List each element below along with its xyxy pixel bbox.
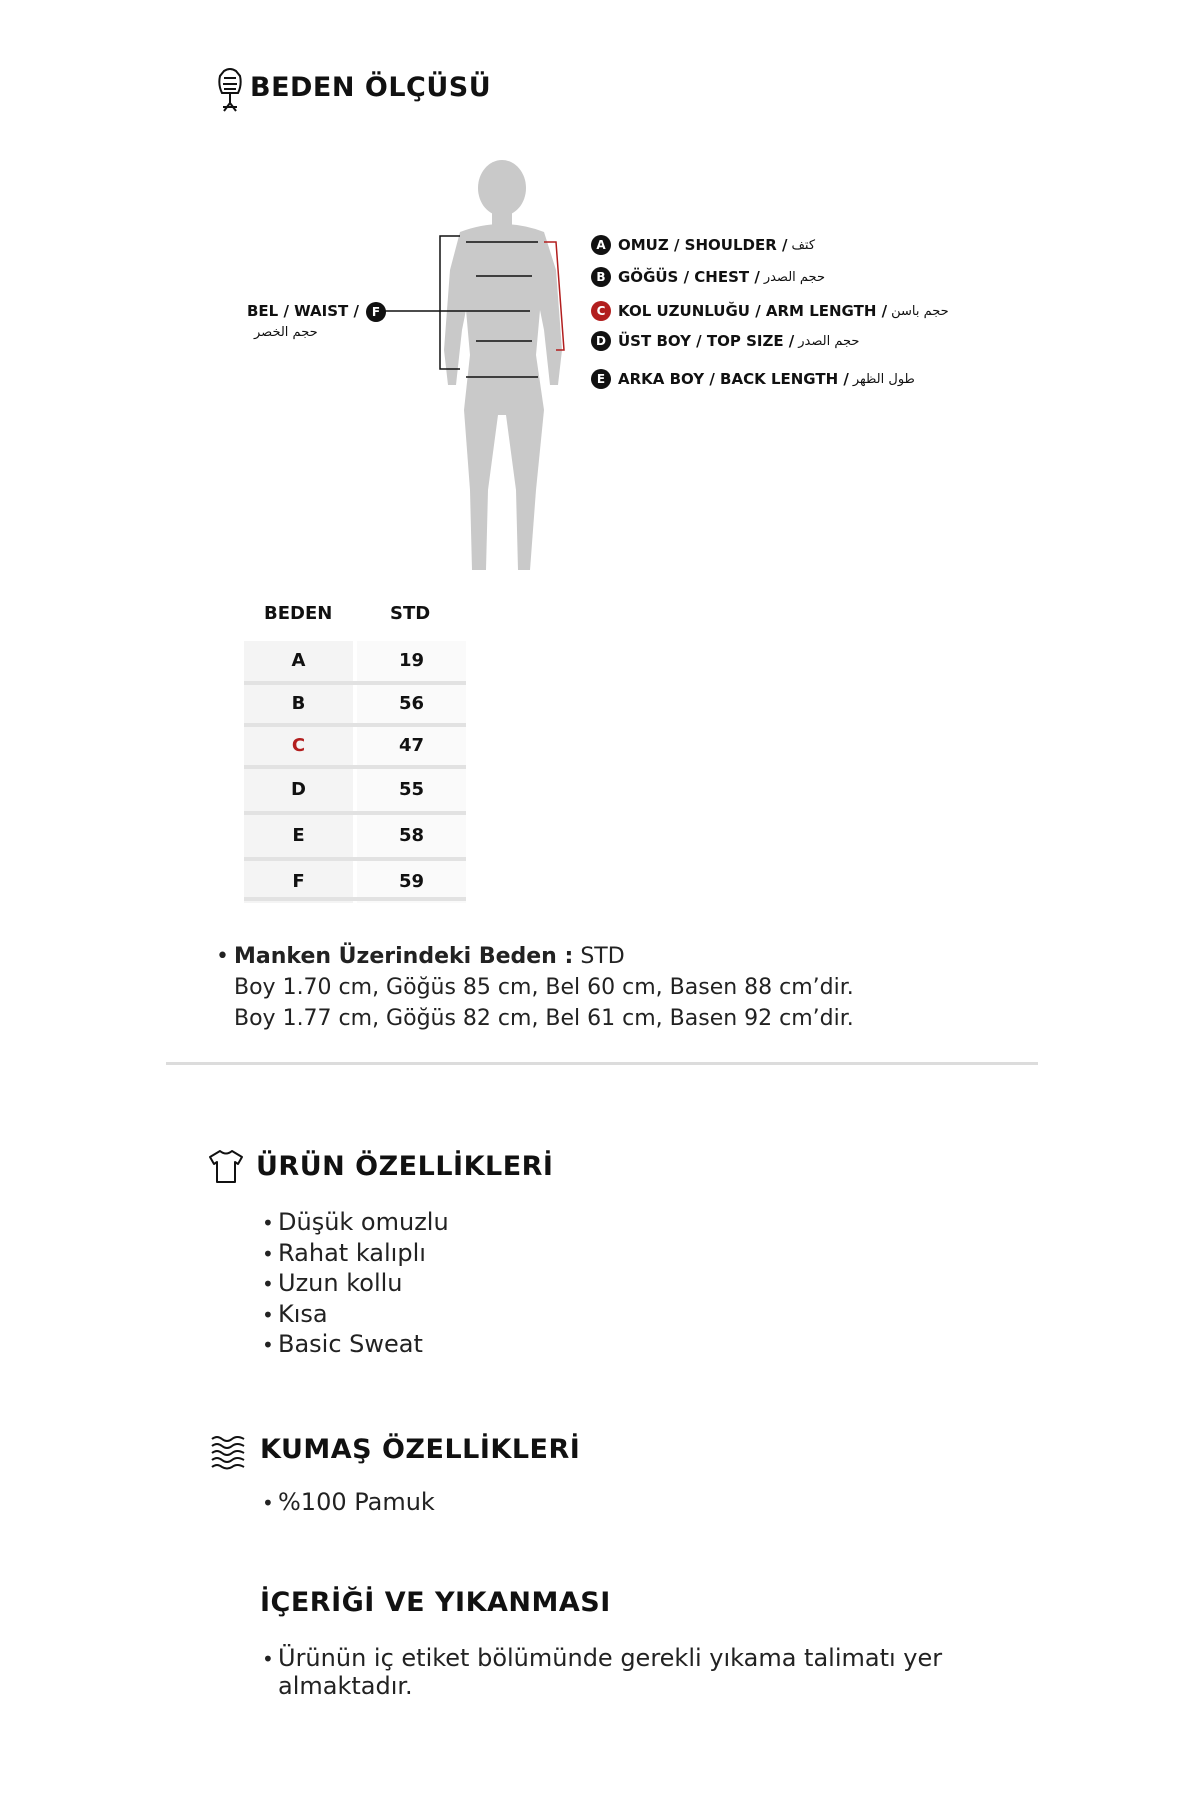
table-cell-size: A <box>244 641 353 681</box>
table-divider <box>244 897 466 901</box>
list-item: • Uzun kollu <box>262 1269 449 1300</box>
badge-a: A <box>591 235 611 255</box>
table-header-size: BEDEN <box>264 603 333 624</box>
table-cell-value: 58 <box>357 815 466 857</box>
list-item: • Kısa <box>262 1300 449 1331</box>
measurement-b-arabic: حجم الصدر <box>763 269 825 285</box>
model-info-line-1: Boy 1.70 cm, Göğüs 85 cm, Bel 60 cm, Basen 88 cm’dir. <box>234 975 854 1000</box>
table-cell-value: 59 <box>357 861 466 903</box>
size-section-title: BEDEN ÖLÇÜSÜ <box>250 72 492 103</box>
badge-c: C <box>591 301 611 321</box>
list-item: • Düşük omuzlu <box>262 1208 449 1239</box>
table-cell-size: B <box>244 685 353 723</box>
badge-e: E <box>591 369 611 389</box>
table-cell-size: D <box>244 769 353 811</box>
table-cell-value: 55 <box>357 769 466 811</box>
table-header-std: STD <box>390 603 431 624</box>
badge-b: B <box>591 267 611 287</box>
measurement-c <box>591 301 949 321</box>
measurement-c-label: KOL UZUNLUĞU / ARM LENGTH / <box>618 302 888 320</box>
table-cell-size: E <box>244 815 353 857</box>
model-info-label: Manken Üzerindeki Beden : <box>234 944 574 969</box>
measurement-a-arabic: كتف <box>791 237 816 253</box>
measurement-c-arabic: حجم باسن <box>891 303 949 319</box>
model-info-line-2: Boy 1.77 cm, Göğüs 82 cm, Bel 61 cm, Basen 92 cm’dir. <box>234 1006 854 1031</box>
measurement-b <box>591 267 825 287</box>
table-cell-size: F <box>244 861 353 903</box>
mannequin-icon <box>215 67 245 113</box>
fabric-features-list <box>262 1488 435 1519</box>
measurement-a-label: OMUZ / SHOULDER / <box>618 236 788 254</box>
list-item: • %100 Pamuk <box>262 1488 435 1519</box>
tshirt-icon <box>208 1148 244 1184</box>
care-line-1: • Ürünün iç etiket bölümünde gerekli yıkama talimatı yer <box>262 1644 943 1672</box>
section-divider <box>166 1062 1038 1065</box>
table-row <box>244 641 466 681</box>
care-line-2: almaktadır. <box>278 1672 413 1700</box>
measurement-a <box>591 235 815 255</box>
table-cell-value: 56 <box>357 685 466 723</box>
model-info-heading: • Manken Üzerindeki Beden : STD <box>216 944 625 969</box>
table-row <box>244 815 466 857</box>
care-title: İÇERİĞİ VE YIKANMASI <box>260 1587 611 1618</box>
measurement-d-label: ÜST BOY / TOP SIZE / <box>618 332 795 350</box>
fabric-icon <box>209 1432 247 1470</box>
care-text-line-1: Ürünün iç etiket bölümünde gerekli yıkama talimatı yer <box>278 1644 943 1672</box>
table-row <box>244 769 466 811</box>
table-cell-value: 19 <box>357 641 466 681</box>
badge-d: D <box>591 331 611 351</box>
list-item: • Basic Sweat <box>262 1330 449 1361</box>
measurement-e-arabic: طول الظهر <box>852 371 915 387</box>
model-info-value: STD <box>580 944 625 969</box>
table-row <box>244 727 466 765</box>
measurement-d <box>591 331 859 351</box>
body-silhouette-diagram <box>360 160 620 580</box>
measurement-b-label: GÖĞÜS / CHEST / <box>618 268 760 286</box>
table-cell-size: C <box>244 727 353 765</box>
product-features-list <box>262 1208 449 1361</box>
table-row <box>244 685 466 723</box>
badge-f: F <box>366 302 386 322</box>
product-features-title: ÜRÜN ÖZELLİKLERİ <box>256 1151 554 1182</box>
measurement-e-label: ARKA BOY / BACK LENGTH / <box>618 370 849 388</box>
waist-arabic: حجم الخصر <box>254 325 318 340</box>
list-item: • Rahat kalıplı <box>262 1239 449 1270</box>
measurement-d-arabic: حجم الصدر <box>798 333 860 349</box>
fabric-features-title: KUMAŞ ÖZELLİKLERİ <box>260 1434 581 1465</box>
waist-label-text: BEL / WAIST / <box>247 302 359 320</box>
measurement-e <box>591 369 915 389</box>
table-cell-value: 47 <box>357 727 466 765</box>
waist-label <box>247 302 359 320</box>
